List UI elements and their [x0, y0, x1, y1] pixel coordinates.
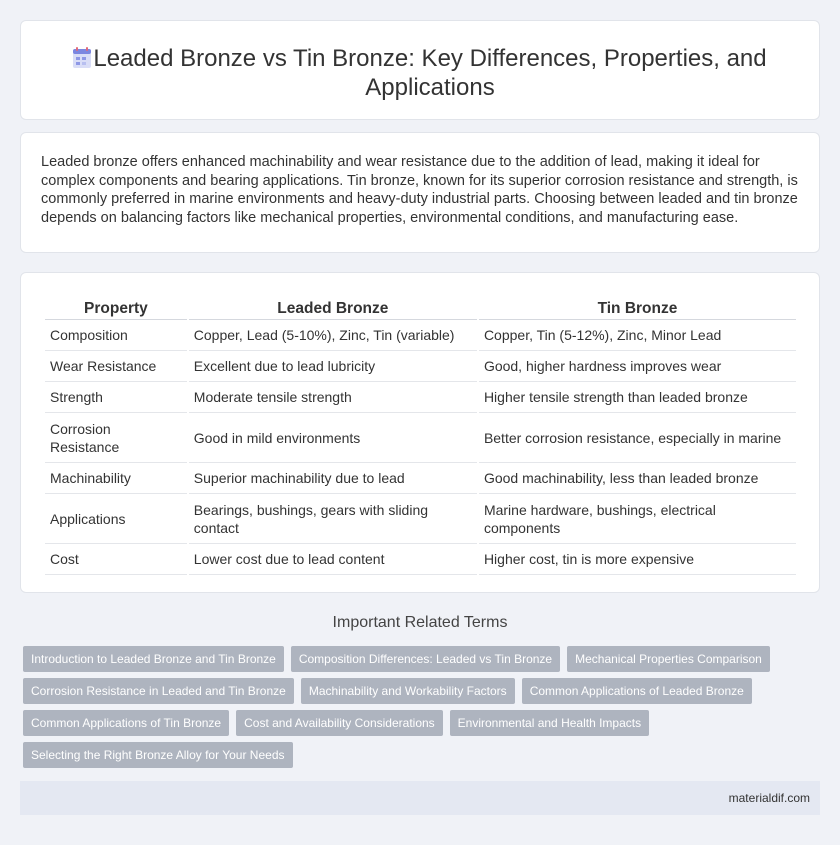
- related-term-tag[interactable]: Mechanical Properties Comparison: [567, 646, 770, 672]
- table-cell: Strength: [45, 382, 187, 413]
- intro-paragraph: Leaded bronze offers enhanced machinability and wear resistance due to the addition of lead, making it ideal for complex components and bearing applications. Tin bronze, known for its superior corrosion resistance and strength, is commonly preferred in marine environments and heavy-duty industrial parts. Choosing between leaded and tin bronze depends on balancing factors like mechanical properties, environmental conditions, and manufacturing ease.: [41, 154, 798, 226]
- table-row: [45, 320, 796, 351]
- table-row: [45, 463, 796, 494]
- related-term-tag[interactable]: Common Applications of Leaded Bronze: [522, 678, 752, 704]
- table-cell: Good in mild environments: [189, 413, 477, 463]
- table-row: [45, 544, 796, 575]
- related-term-tag[interactable]: Introduction to Leaded Bronze and Tin Bronze: [23, 646, 284, 672]
- comparison-table: [43, 295, 798, 575]
- related-term-tag[interactable]: Cost and Availability Considerations: [236, 710, 443, 736]
- table-row: [45, 351, 796, 382]
- table-row: [45, 413, 796, 463]
- table-cell: Good machinability, less than leaded bronze: [479, 463, 796, 494]
- table-cell: Higher tensile strength than leaded bronze: [479, 382, 796, 413]
- intro-card: [20, 132, 820, 253]
- page-title: Leaded Bronze vs Tin Bronze: Key Differences, Properties, and Applications: [93, 45, 767, 101]
- related-term-tag[interactable]: Common Applications of Tin Bronze: [23, 710, 229, 736]
- table-cell: Wear Resistance: [45, 351, 187, 382]
- related-term-tag[interactable]: Environmental and Health Impacts: [450, 710, 649, 736]
- table-cell: Copper, Lead (5-10%), Zinc, Tin (variable): [189, 320, 477, 351]
- footer-site-name: materialdif.com: [728, 791, 810, 805]
- column-header: Tin Bronze: [479, 295, 796, 320]
- table-cell: Good, higher hardness improves wear: [479, 351, 796, 382]
- table-cell: Corrosion Resistance: [45, 413, 187, 463]
- related-term-tag[interactable]: Selecting the Right Bronze Alloy for Your Needs: [23, 742, 293, 768]
- table-header-row: [45, 295, 796, 320]
- table-row: [45, 494, 796, 544]
- table-cell: Bearings, bushings, gears with sliding contact: [189, 494, 477, 544]
- related-term-tag[interactable]: Corrosion Resistance in Leaded and Tin Bronze: [23, 678, 294, 704]
- comparison-table-card: [20, 272, 820, 593]
- related-terms-list: [23, 646, 783, 768]
- related-term-tag[interactable]: Machinability and Workability Factors: [301, 678, 515, 704]
- table-cell: Copper, Tin (5-12%), Zinc, Minor Lead: [479, 320, 796, 351]
- related-terms-heading: Important Related Terms: [332, 614, 508, 631]
- table-cell: Composition: [45, 320, 187, 351]
- footer-bar: [20, 781, 820, 815]
- table-row: [45, 382, 796, 413]
- table-cell: Higher cost, tin is more expensive: [479, 544, 796, 575]
- table-cell: Applications: [45, 494, 187, 544]
- table-cell: Moderate tensile strength: [189, 382, 477, 413]
- column-header: Leaded Bronze: [189, 295, 477, 320]
- column-header: Property: [45, 295, 187, 320]
- related-term-tag[interactable]: Composition Differences: Leaded vs Tin Bronze: [291, 646, 560, 672]
- table-cell: Marine hardware, bushings, electrical components: [479, 494, 796, 544]
- title-card: [20, 20, 820, 120]
- table-cell: Excellent due to lead lubricity: [189, 351, 477, 382]
- table-cell: Machinability: [45, 463, 187, 494]
- table-cell: Cost: [45, 544, 187, 575]
- table-cell: Superior machinability due to lead: [189, 463, 477, 494]
- table-cell: Lower cost due to lead content: [189, 544, 477, 575]
- table-cell: Better corrosion resistance, especially in marine: [479, 413, 796, 463]
